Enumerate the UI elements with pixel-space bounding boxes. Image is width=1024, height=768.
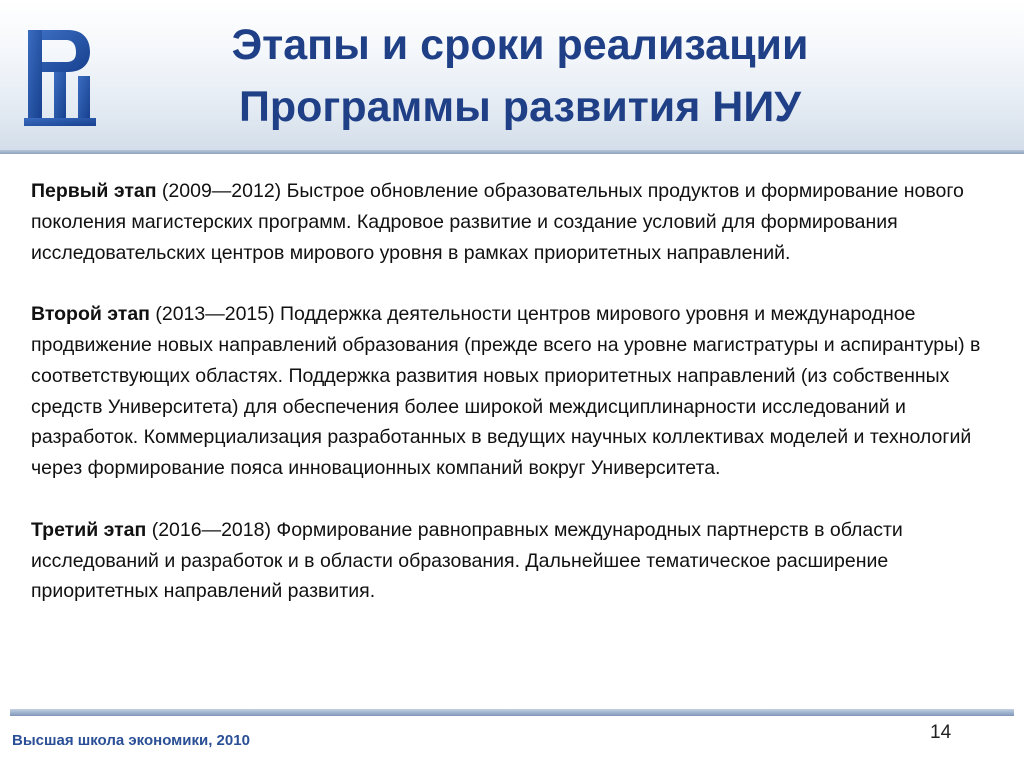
stage-label-3: Третий этап [31, 518, 147, 541]
stage-paragraph-3 [31, 515, 1016, 607]
footer-caption: Высшая школа экономики, 2010 [12, 732, 250, 749]
title-line-2: Программы развития НИУ [238, 83, 801, 131]
content-body [31, 176, 1016, 638]
stage-text-3: (2016—2018) Формирование равноправных международных партнерств в области исследований и разработок и в области образования. Дальнейшее тематическое расширение приоритетных направлений развития. [31, 518, 903, 603]
page-number: 14 [930, 722, 952, 743]
slide-title [120, 14, 920, 138]
hse-logo-icon [24, 24, 100, 128]
title-line-1: Этапы и сроки реализации [231, 21, 809, 69]
stage-paragraph-2 [31, 299, 1016, 484]
stage-label-2: Второй этап [31, 303, 150, 326]
stage-text-1: (2009—2012) Быстрое обновление образовательных продуктов и формирование нового поколения магистерских программ. Кадровое развитие и создание условий для формирования исследовательских центров мирового уровня в рамках приоритетных направлений. [31, 180, 964, 264]
footer-divider [10, 709, 1014, 716]
stage-label-1: Первый этап [31, 180, 157, 202]
stage-text-2: (2013—2015) Поддержка деятельности центров мирового уровня и международное продвижение новых направлений образования (прежде всего на уровне магистратуры и аспирантуры) в соответствующих областях. Поддержка развития новых приоритетных направлений (из собственных средств Университета) для обеспечения более широкой междисциплинарности исследований и разработок. Коммерциализация разработанных в ведущих научных коллективах моделей и технологий через формирование пояса инновационных компаний вокруг Университета. [31, 303, 981, 480]
header-divider [0, 150, 1024, 154]
stage-paragraph-1 [31, 176, 1016, 268]
